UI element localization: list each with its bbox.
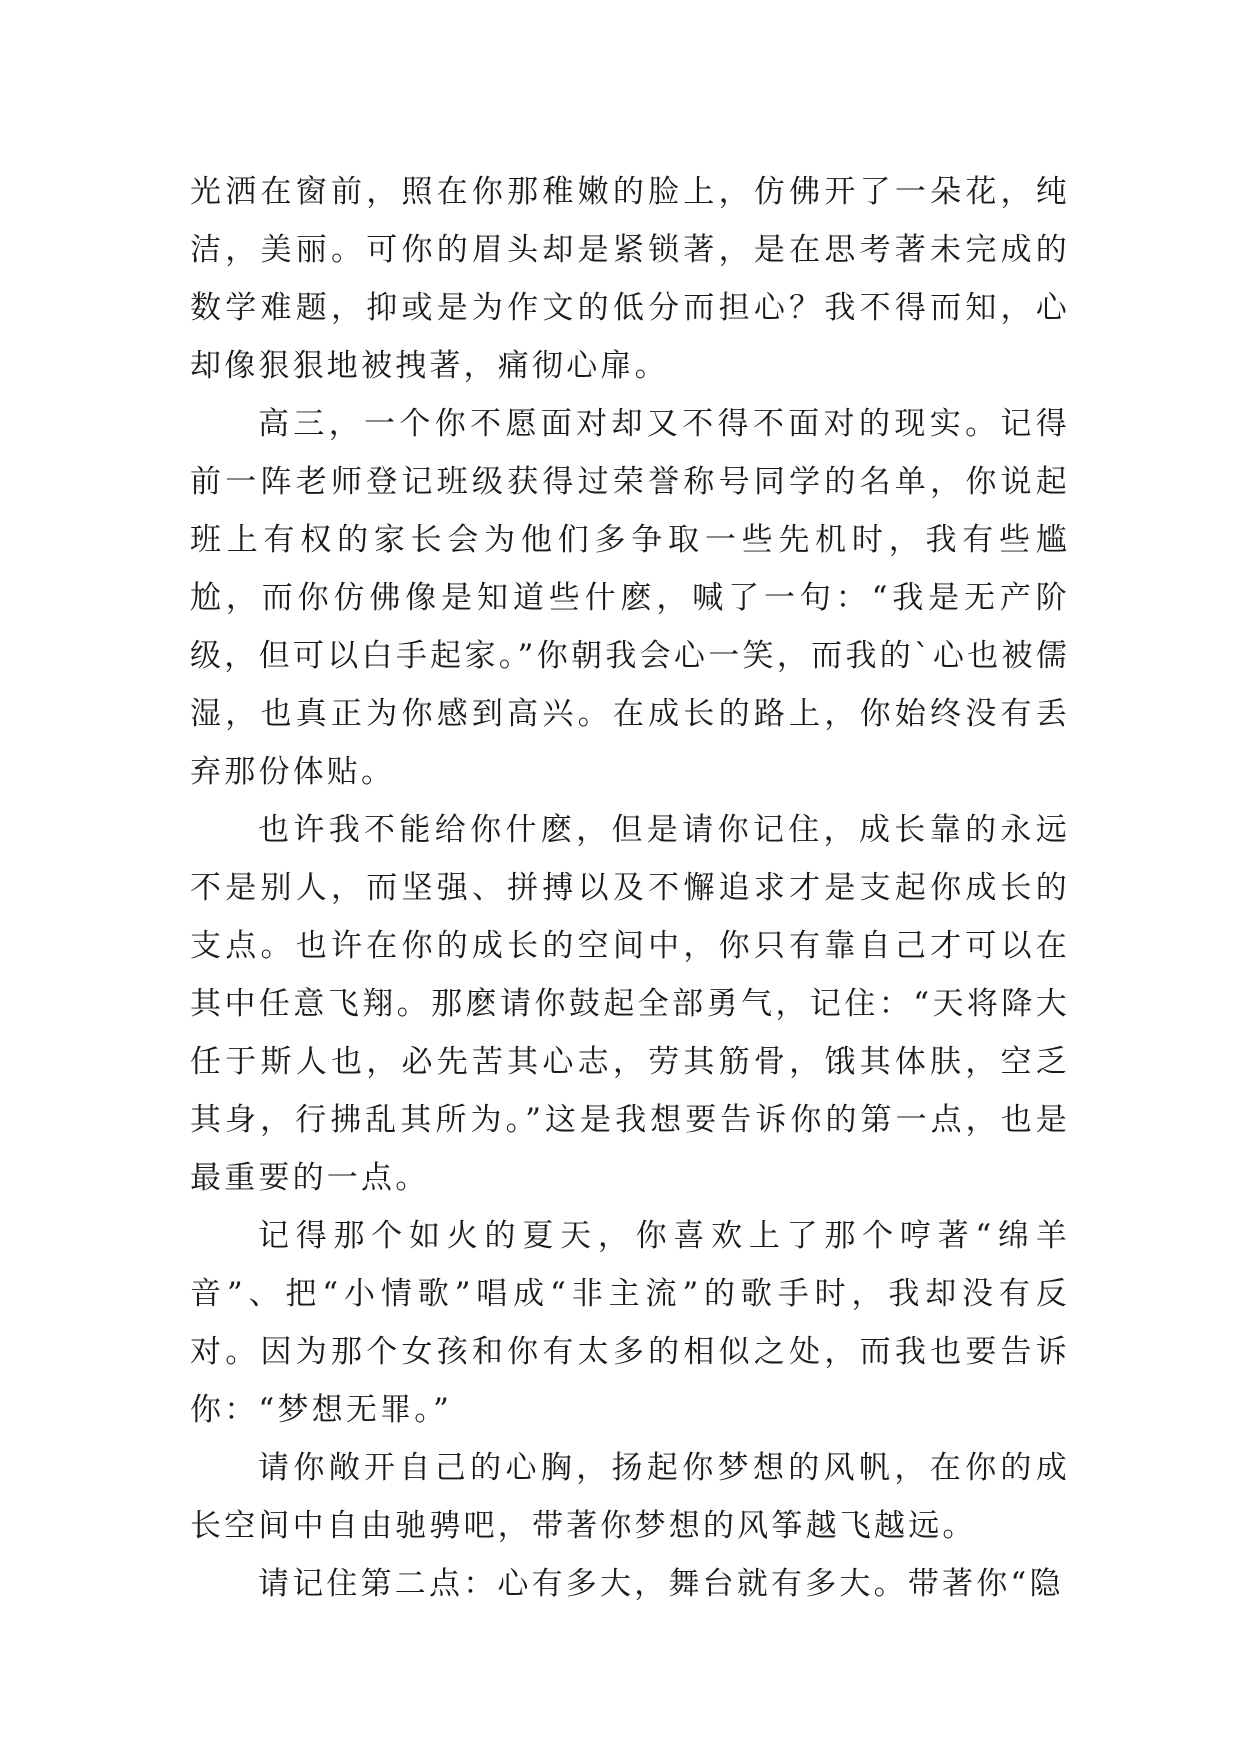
- paragraph: 高三，一个你不愿面对却又不得不面对的现实。记得前一阵老师登记班级获得过荣誉称号同学的名单，你说起班上有权的家长会为他们多争取一些先机时，我有些尴尬，而你仿佛像是知道些什麽，喊了一句：“我是无产阶级，但可以白手起家。”你朝我会心一笑，而我的`心也被儒湿，也真正为你感到高兴。在成长的路上，你始终没有丢弃那份体贴。: [190, 406, 1070, 790]
- paragraph: 光洒在窗前，照在你那稚嫩的脸上，仿佛开了一朵花，纯洁，美丽。可你的眉头却是紧锁著，是在思考著未完成的数学难题，抑或是为作文的低分而担心？我不得而知，心却像狠狠地被拽著，痛彻心扉。: [190, 174, 1070, 384]
- paragraph: 也许我不能给你什麽，但是请你记住，成长靠的永远不是别人，而坚强、拼搏以及不懈追求才是支起你成长的支点。也许在你的成长的空间中，你只有靠自己才可以在其中任意飞翔。那麽请你鼓起全部勇气，记住：“天将降大任于斯人也，必先苦其心志，劳其筋骨，饿其体肤，空乏其身，行拂乱其所为。”这是我想要告诉你的第一点，也是最重要的一点。: [190, 812, 1070, 1196]
- paragraph: 请你敞开自己的心胸，扬起你梦想的风帆，在你的成长空间中自由驰骋吧，带著你梦想的风筝越飞越远。: [190, 1450, 1070, 1544]
- paragraph: 记得那个如火的夏天，你喜欢上了那个哼著“绵羊音”、把“小情歌”唱成“非主流”的歌手时，我却没有反对。因为那个女孩和你有太多的相似之处，而我也要告诉你：“梦想无罪。”: [190, 1218, 1070, 1428]
- body-text: [190, 163, 1070, 1613]
- paragraph: 请记住第二点：心有多大，舞台就有多大。带著你“隐: [258, 1566, 1064, 1602]
